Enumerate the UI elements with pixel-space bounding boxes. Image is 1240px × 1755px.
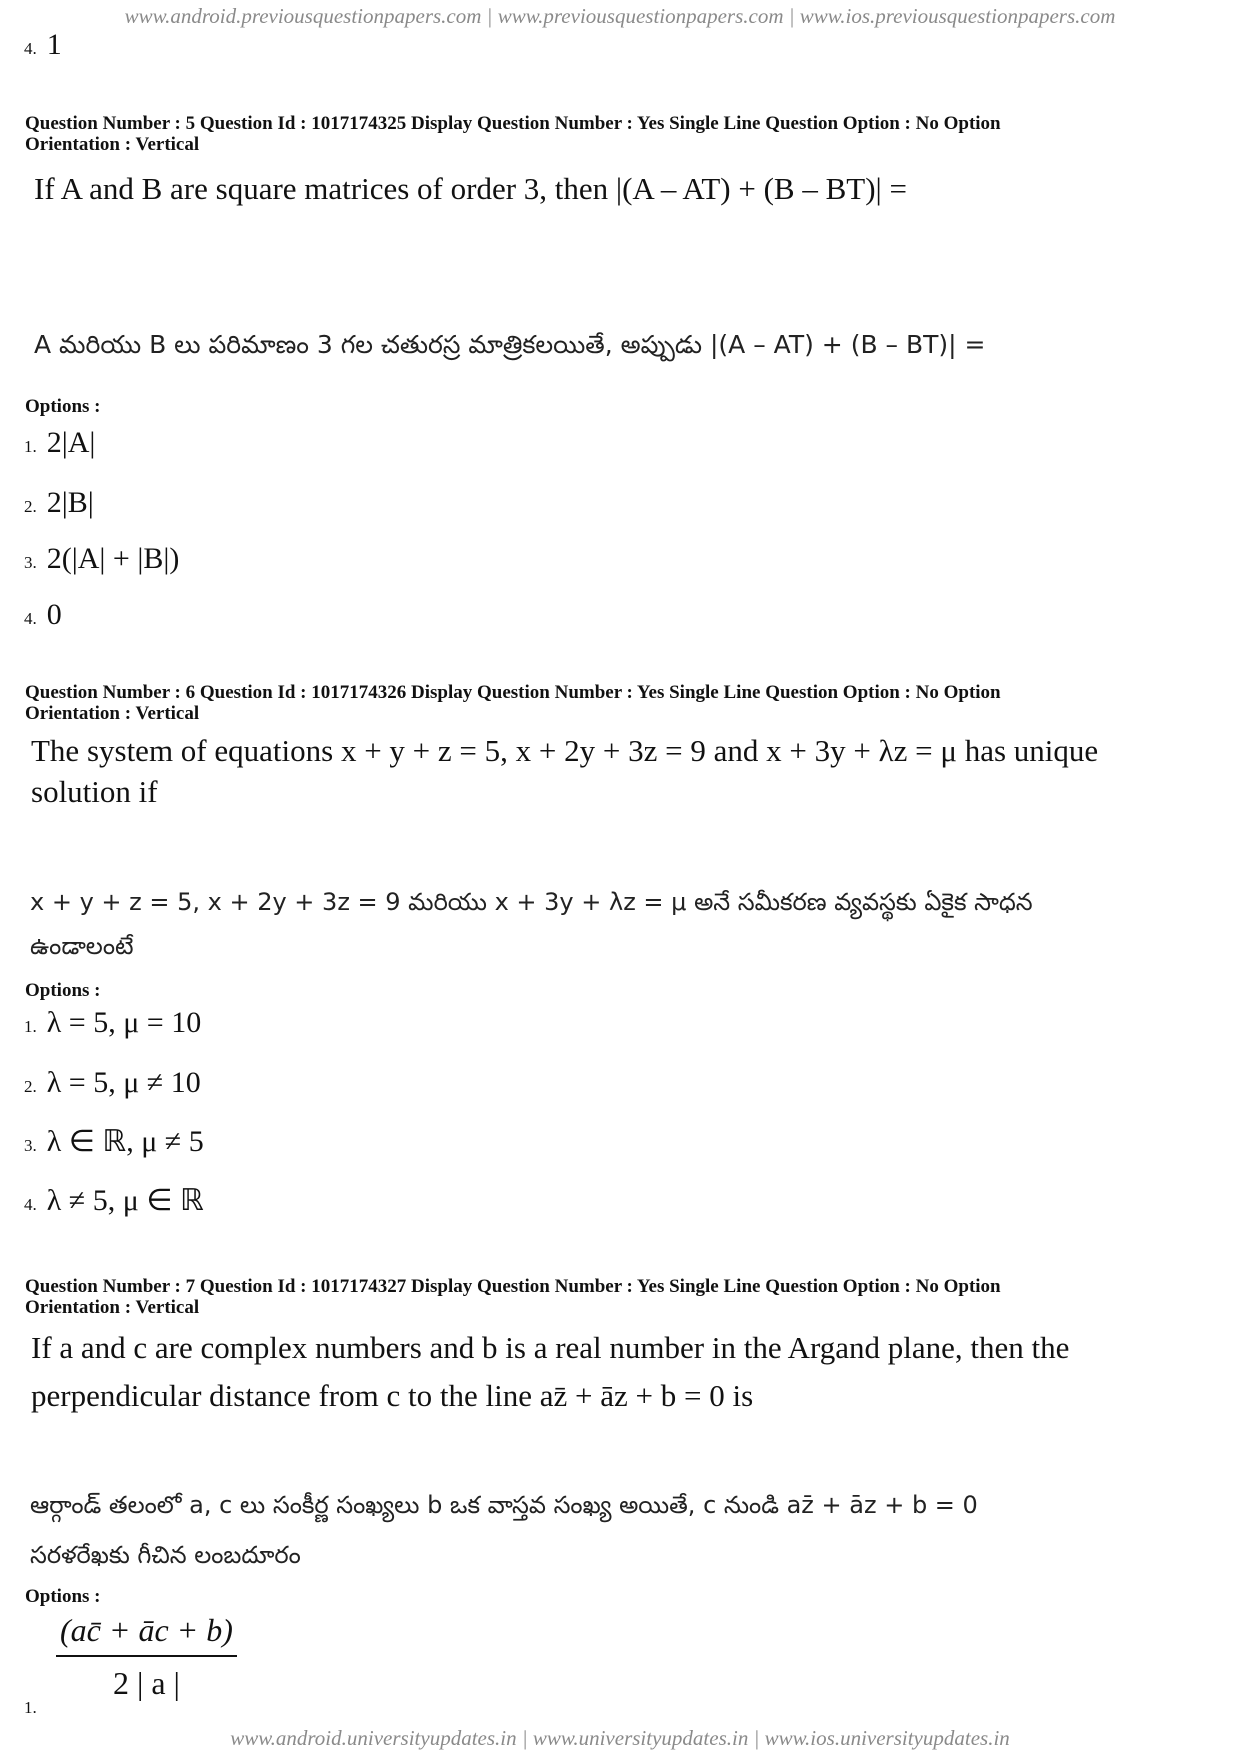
fraction [56, 1612, 237, 1702]
question-6-meta: Question Number : 6 Question Id : 1017174326 Display Question Number : Yes Single Line Question Option : No Option Orientation : Vertical [25, 682, 1001, 724]
question-7-text-telugu: ఆర్గాండ్ తలంలో a, c లు సంకీర్ణ సంఖ్యలు b ఒక వాస్తవ సంఖ్య అయితే, c నుండి az̄ + āz + b = 0 సరళరేఖకు గీచిన లంబదూరం [30, 1491, 978, 1569]
option-row: 3. λ ∈ ℝ, μ ≠ 5 [24, 1125, 204, 1158]
question-6-text-english: The system of equations x + y + z = 5, x + 2y + 3z = 9 and x + 3y + λz = μ has unique solution if [31, 733, 1099, 809]
option-row: 3. 2(|A| + |B|) [24, 542, 180, 575]
fraction-numerator: (ac̄ + āc + b) [56, 1612, 237, 1657]
option-number: 4. [24, 39, 37, 58]
page-header-links: www.android.previousquestionpapers.com | www.previousquestionpapers.com | www.ios.previousquestionpapers.com [124, 4, 1116, 28]
option-row: 1. 2|A| [24, 426, 96, 459]
option-row: 1. $\frac{(ac̄ + āc + b)}{2 | a |}$ [24, 1612, 237, 1702]
question-6-text-telugu: x + y + z = 5, x + 2y + 3z = 9 మరియు x + 3y + λz = μ అనే సమీకరణ వ్యవస్థకు ఏకైక సాధన ఉండాలంటే [30, 888, 1033, 960]
options-label: Options : [25, 396, 101, 417]
option-row: 1. λ = 5, μ = 10 [24, 1006, 202, 1039]
fraction-denominator: 2 | a | [112, 1665, 180, 1701]
question-5-meta: Question Number : 5 Question Id : 1017174325 Display Question Number : Yes Single Line Question Option : No Option Orientation : Vertical [25, 113, 1001, 155]
question-7-meta: Question Number : 7 Question Id : 1017174327 Display Question Number : Yes Single Line Question Option : No Option Orientation : Vertical [25, 1276, 1001, 1318]
options-label: Options : [25, 1586, 101, 1607]
option-row: 2. 2|B| [24, 486, 94, 519]
options-label: Options : [25, 980, 101, 1001]
option-row: 2. λ = 5, μ ≠ 10 [24, 1066, 201, 1099]
question-5-text-english: If A and B are square matrices of order 3, then |(A – AT) + (B – BT)| = [34, 171, 907, 206]
option-text: 1 [46, 28, 62, 61]
option-row [24, 28, 62, 62]
option-row: 4. 0 [24, 598, 62, 631]
question-7-text-english: If a and c are complex numbers and b is a real number in the Argand plane, then the perpendicular distance from c to the line az̄ + āz + b = 0 is [31, 1330, 1070, 1413]
option-row: 4. λ ≠ 5, μ ∈ ℝ [24, 1184, 204, 1217]
page-footer-links: www.android.universityupdates.in | www.universityupdates.in | www.ios.universityupdates.in [230, 1726, 1010, 1750]
question-5-text-telugu: A మరియు B లు పరిమాణం 3 గల చతురస్ర మాత్రికలయితే, అప్పుడు |(A – AT) + (B – BT)| = [34, 330, 986, 359]
